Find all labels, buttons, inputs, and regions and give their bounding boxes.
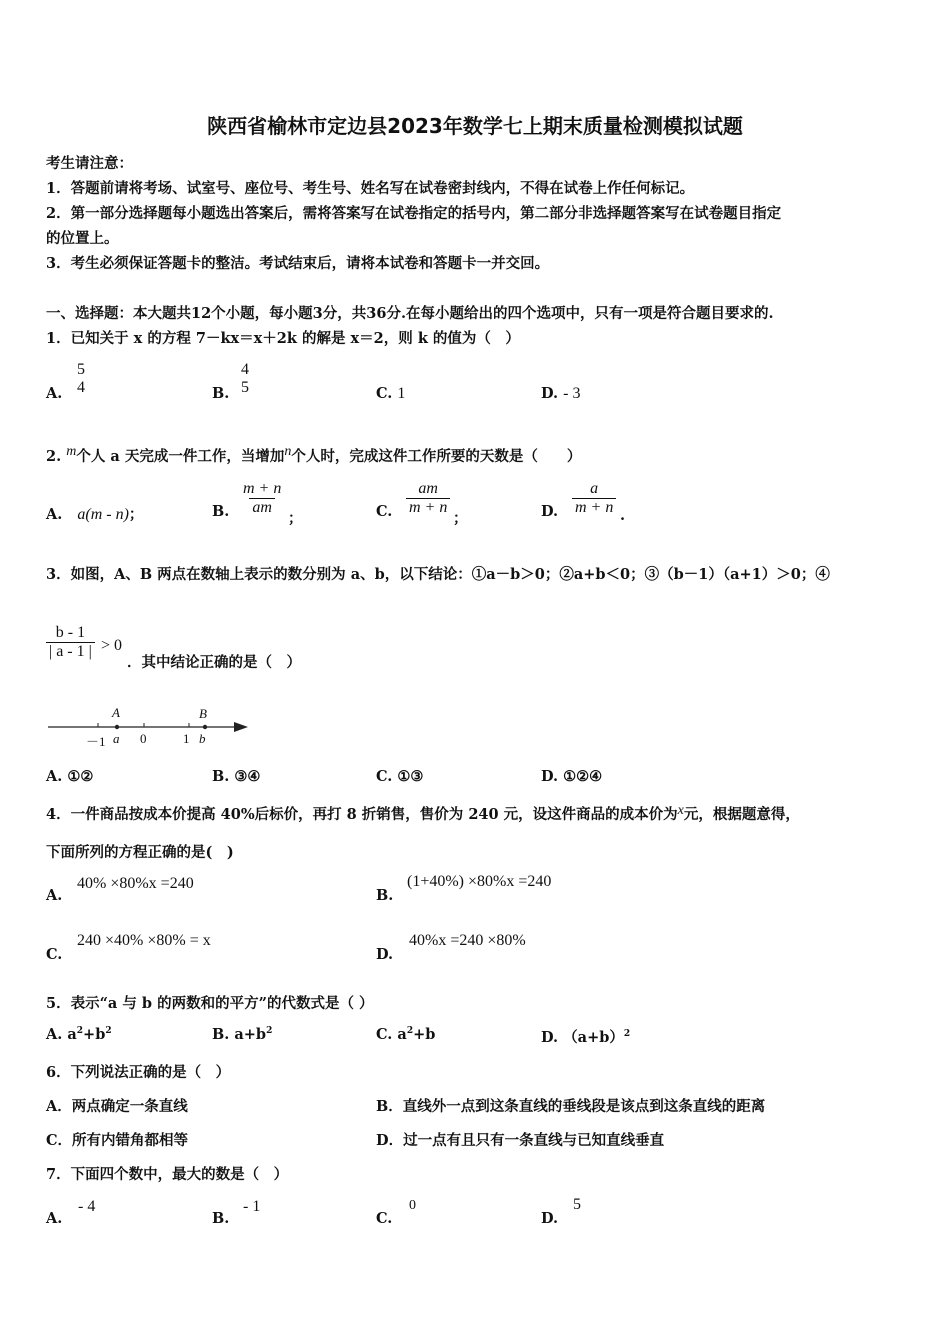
q3-stem-2: ．其中结论正确的是（ ） [127, 654, 301, 671]
q2-stem-mid: 个人 a 天完成一件工作，当增加 [76, 448, 285, 465]
q2-stem-end: 个人时，完成这件工作所要的天数是（ ） [291, 448, 582, 465]
q6-stem: 6．下列说法正确的是（ ） [46, 1064, 231, 1081]
q2-d-num: a [590, 480, 599, 497]
q3-option-d[interactable] [541, 768, 602, 785]
q3-a-value: ①② [67, 768, 94, 785]
q5-c-tail: +b [413, 1026, 436, 1043]
q1-a-fraction [74, 361, 88, 398]
notice-item-2: 2．第一部分选择题每小题选出答案后，需将答案写在试卷指定的括号内，第二部分非选择题答案写在试卷题目指定 [46, 205, 782, 222]
q1-option-a[interactable] [46, 385, 62, 402]
q2-c-fraction [406, 480, 450, 518]
q1-stem: 1．已知关于 x 的方程 7－kx＝x＋2k 的解是 x＝2，则 k 的值为（ ） [46, 330, 520, 347]
q3-option-c[interactable] [376, 768, 423, 785]
q5-a-mid: +b [83, 1026, 106, 1043]
axis-label-A: A [112, 705, 120, 720]
q5-c-label: C. [376, 1026, 393, 1043]
q5-a-label: A. [46, 1026, 63, 1043]
q4-option-d-label[interactable]: D. [376, 946, 394, 963]
q2-option-c-label[interactable]: C. [376, 503, 393, 520]
q3-c-value: ①③ [397, 768, 424, 785]
q1-option-b[interactable] [212, 385, 229, 402]
q1-option-d[interactable] [541, 385, 581, 403]
q1-option-c[interactable] [376, 385, 405, 403]
q5-c-sup: 2 [406, 1026, 414, 1037]
q2-b-tail: ； [288, 510, 303, 527]
q2-d-fraction [572, 480, 616, 518]
axis-tick-minus-one: －1 [86, 734, 106, 749]
q4-stem-text: 4．一件商品按成本价提高 40%后标价，再打 8 折销售，售价为 240 元，设这件商品的成本价为 [46, 806, 678, 823]
axis-label-b: b [199, 731, 206, 746]
q3-fraction [46, 624, 95, 662]
axis-label-a: a [113, 731, 120, 746]
q2-n: n [284, 444, 292, 459]
q1-a-label: A. [46, 385, 63, 402]
q3-d-label: D. [541, 768, 559, 785]
q3-option-b[interactable] [212, 768, 260, 785]
q4-a-expr: 40% ×80%x =240 [77, 875, 194, 892]
q4-d-expr: 40%x =240 ×80% [409, 932, 526, 949]
q5-option-c[interactable] [376, 1026, 435, 1043]
q7-option-d-label[interactable]: D. [541, 1210, 559, 1227]
q1-a-num: 5 [77, 361, 85, 378]
q3-frac-tail: > 0 [101, 637, 123, 654]
q5-a-sup1: 2 [76, 1026, 84, 1037]
point-b [203, 725, 207, 729]
q1-b-den: 5 [241, 379, 249, 397]
q3-b-label: B. [212, 768, 230, 785]
q4-c-expr: 240 ×40% ×80% = x [77, 932, 211, 949]
q2-no: 2. [46, 448, 62, 465]
q7-stem: 7．下面四个数中，最大的数是（ ） [46, 1166, 289, 1183]
q1-b-fraction [238, 361, 252, 398]
q3-b-value: ③④ [234, 768, 261, 785]
q3-c-label: C. [376, 768, 393, 785]
q1-d-value: - 3 [563, 385, 581, 402]
q5-a-base: a [67, 1026, 77, 1043]
q4-x: x [677, 803, 684, 818]
q2-b-fraction [240, 480, 284, 518]
q4-stem [46, 803, 800, 824]
q4-option-b-label[interactable]: B. [376, 887, 394, 904]
q4-b-expr: (1+40%) ×80%x =240 [407, 873, 552, 890]
q6-option-c[interactable]: C．所有内错角都相等 [46, 1132, 189, 1149]
notice-item-3: 3．考生必须保证答题卡的整洁。考试结束后，请将本试卷和答题卡一并交回。 [46, 255, 550, 272]
q4-option-c-label[interactable]: C. [46, 946, 63, 963]
q7-option-b-label[interactable]: B. [212, 1210, 230, 1227]
q1-d-label: D. [541, 385, 559, 402]
q2-stem [46, 445, 581, 466]
q5-b-label: B. [212, 1026, 230, 1043]
q3-frac-den: | a - 1 | [46, 642, 95, 661]
notice-item-1: 1．答题前请将考场、试室号、座位号、考生号、姓名写在试卷密封线内，不得在试卷上作任何标记。 [46, 180, 695, 197]
q7-a-value: - 4 [78, 1198, 96, 1215]
axis-tick-zero: 0 [140, 731, 147, 746]
q5-d-label: D. [541, 1029, 559, 1046]
q5-d-base: （a+b） [563, 1029, 624, 1046]
q2-a-label: A. [46, 506, 63, 523]
q2-b-den: am [249, 498, 275, 517]
q3-d-value: ①②④ [563, 768, 603, 785]
q5-stem: 5．表示“a 与 b 的两数和的平方”的代数式是（ ） [46, 995, 374, 1012]
q2-c-den: m + n [406, 498, 450, 517]
q5-b-base: a+b [234, 1026, 267, 1043]
q2-option-a[interactable] [46, 503, 143, 524]
q2-d-den: m + n [572, 498, 616, 517]
q5-option-d[interactable] [541, 1026, 630, 1047]
q2-option-d-label[interactable]: D. [541, 503, 559, 520]
page-title: 陕西省榆林市定边县2023年数学七上期末质量检测模拟试题 [207, 114, 743, 138]
q1-a-den: 4 [77, 379, 85, 397]
q5-option-b[interactable] [212, 1026, 272, 1043]
q5-c-base: a [397, 1026, 407, 1043]
q5-option-a[interactable] [46, 1026, 112, 1043]
q2-c-num: am [418, 480, 438, 497]
q7-c-value: 0 [409, 1198, 416, 1213]
q2-b-num: m + n [243, 480, 282, 497]
q1-b-label: B. [212, 385, 230, 402]
q7-option-c-label[interactable]: C. [376, 1210, 393, 1227]
q6-option-a[interactable]: A．两点确定一条直线 [46, 1098, 188, 1115]
q3-frac-num: b - 1 [55, 624, 86, 641]
notice-heading: 考生请注意： [46, 155, 133, 172]
q2-option-b-label[interactable]: B. [212, 503, 230, 520]
notice-item-2-cont: 的位置上。 [46, 230, 119, 247]
q2-a-expr: a(m - n) [77, 506, 129, 523]
number-line-figure [44, 704, 254, 748]
q2-a-tail: ； [128, 506, 144, 523]
q6-option-b[interactable]: B．直线外一点到这条直线的垂线段是该点到这条直线的距离 [376, 1098, 766, 1115]
q6-option-d[interactable]: D．过一点有且只有一条直线与已知直线垂直 [376, 1132, 665, 1149]
q1-c-label: C. [376, 385, 393, 402]
q2-d-tail: . [620, 507, 626, 524]
q3-stem: 3．如图，A、B 两点在数轴上表示的数分别为 a、b，以下结论：①a－b＞0；②a+b＜0；③（b－1）（a+1）＞0；④ [46, 566, 830, 583]
number-line-arrow [234, 722, 248, 732]
q3-a-label: A. [46, 768, 63, 785]
q4-option-a-label[interactable]: A. [46, 887, 63, 904]
q5-b-sup: 2 [266, 1026, 273, 1037]
q1-c-value: 1 [397, 385, 406, 402]
q1-b-num: 4 [241, 361, 249, 378]
q7-d-value: 5 [573, 1196, 581, 1213]
q2-c-tail: ； [453, 510, 468, 527]
q7-option-a-label[interactable]: A. [46, 1210, 63, 1227]
q5-a-sup2: 2 [105, 1026, 112, 1037]
q4-stem-2: 下面所列的方程正确的是( ) [46, 844, 234, 861]
q4-stem-end: 元，根据题意得， [683, 806, 800, 823]
axis-label-B: B [199, 706, 207, 721]
q3-option-a[interactable] [46, 768, 93, 785]
q2-m: m [66, 444, 77, 459]
point-a [115, 725, 119, 729]
q5-d-sup: 2 [623, 1029, 631, 1040]
axis-tick-one: 1 [183, 731, 190, 746]
q7-b-value: - 1 [243, 1198, 261, 1215]
section-heading: 一、选择题：本大题共12个小题，每小题3分，共36分.在每小题给出的四个选项中，只有一项是符合题目要求的. [46, 305, 774, 322]
